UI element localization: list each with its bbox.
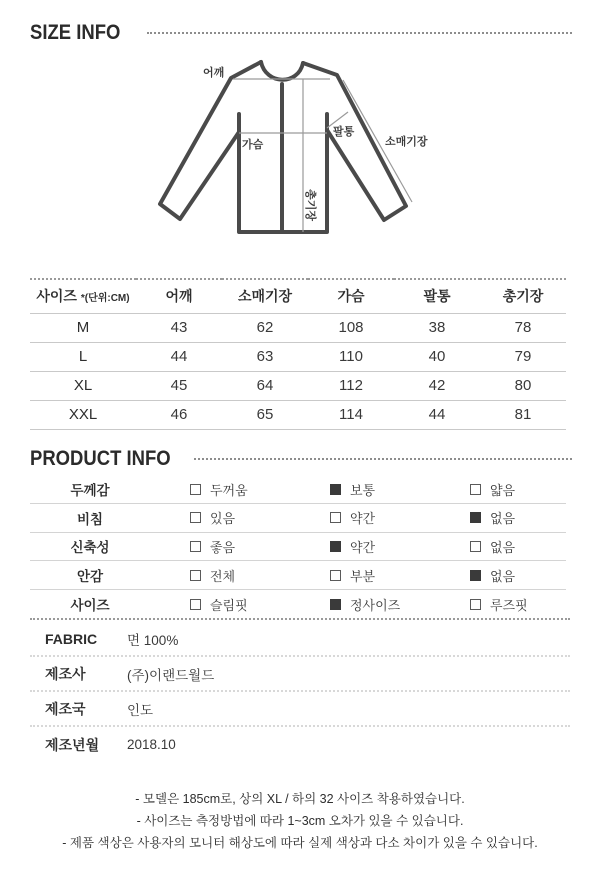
value-cell: 110 [308,342,394,371]
fabric-label: FABRIC [45,630,98,647]
total-length-label: 총기장 [304,189,316,221]
manufacture-date-row [30,727,570,762]
garment-measure-diagram [0,52,600,264]
checkbox-icon [190,570,201,581]
attribute-label: 안감 [76,569,104,585]
attribute-row-sheerness [30,504,566,533]
value-cell: 40 [394,342,480,371]
attribute-option [290,595,430,614]
attribute-option [290,480,430,499]
manufacture-date-label: 제조년월 [45,736,100,753]
checkbox-icon [330,599,341,610]
option-label: 부분 [350,568,376,584]
attribute-option [290,566,430,585]
attribute-row-thickness [30,476,566,505]
size-cell: XXL [30,400,136,429]
checkbox-icon [470,484,481,495]
table-row [30,400,566,429]
option-label: 루즈핏 [490,597,528,613]
checkbox-icon [190,599,201,610]
value-cell: 43 [136,313,222,342]
attribute-option [430,480,566,499]
attribute-option [430,537,566,556]
sleeve-length-label: 소매기장 [385,136,428,148]
fabric-row [30,622,570,657]
checkbox-icon [190,484,201,495]
unit-note: *(단위:CM) [80,293,130,305]
value-cell: 42 [394,371,480,400]
value-cell: 64 [222,371,308,400]
attribute-option [430,508,566,527]
product-info-title: PRODUCT INFO [30,446,171,470]
manufacturer-row [30,657,570,692]
table-row [30,342,566,371]
chest-label: 가슴 [242,139,264,151]
table-row [30,313,566,342]
checkbox-icon [470,599,481,610]
option-label: 없음 [490,511,516,527]
attribute-option [150,566,290,585]
value-cell: 46 [136,400,222,429]
value-cell: 79 [480,342,566,371]
value-cell: 108 [308,313,394,342]
option-label: 전체 [210,568,236,584]
option-label: 두꺼움 [210,482,248,498]
attribute-row-stretch [30,533,566,562]
attribute-option [150,595,290,614]
size-info-header [30,20,572,46]
attribute-option [430,566,566,585]
option-label: 약간 [350,539,376,555]
value-cell: 78 [480,313,566,342]
attribute-option [430,595,566,614]
size-cell: XL [30,371,136,400]
value-cell: 112 [308,371,394,400]
note-line: - 제품 색상은 사용자의 모니터 해상도에 따라 실제 색상과 다소 차이가 있을 수 있습니다. [62,836,538,851]
option-label: 약간 [350,511,376,527]
col-header-shoulder: 어깨 [136,279,222,313]
attribute-option [290,537,430,556]
col-header-length: 총기장 [480,279,566,313]
attribute-label: 두께감 [70,483,110,499]
option-label: 얇음 [490,482,516,498]
col-header-sleeve: 소매기장 [222,279,308,313]
value-cell: 114 [308,400,394,429]
option-label: 슬림핏 [210,597,248,613]
manufacturer-value: (주)이랜드월드 [127,667,215,683]
fabric-info [30,618,570,762]
fabric-value: 면 100% [127,632,179,648]
checkbox-icon [330,541,341,552]
measurement-lines [233,79,412,232]
attribute-option [150,480,290,499]
checkbox-icon [470,570,481,581]
attribute-label: 사이즈 [70,598,110,614]
size-table [30,278,566,430]
value-cell: 44 [136,342,222,371]
jacket-outline [160,62,406,232]
attribute-label: 신축성 [70,540,110,556]
value-cell: 62 [222,313,308,342]
option-label: 보통 [350,482,376,498]
country-value: 인도 [127,702,154,718]
manufacture-date-value: 2018.10 [127,737,176,753]
country-row [30,692,570,727]
option-label: 있음 [210,511,236,527]
manufacturer-label: 제조사 [45,665,86,682]
attribute-row-lining [30,561,566,590]
col-header-size: 사이즈 *(단위:CM) [30,279,136,313]
checkbox-icon [190,512,201,523]
col-header-arm: 팔통 [394,279,480,313]
value-cell: 63 [222,342,308,371]
attribute-option [290,508,430,527]
option-label: 좋음 [210,539,236,555]
col-header-chest: 가슴 [308,279,394,313]
checkbox-icon [470,512,481,523]
value-cell: 81 [480,400,566,429]
option-label: 없음 [490,539,516,555]
option-label: 정사이즈 [350,597,401,613]
checkbox-icon [330,484,341,495]
dotted-divider [194,458,572,460]
product-info-header [30,446,572,472]
checkbox-icon [470,541,481,552]
size-info-title: SIZE INFO [30,21,121,44]
product-attributes [30,476,566,619]
attribute-option [150,537,290,556]
value-cell: 44 [394,400,480,429]
value-cell: 80 [480,371,566,400]
option-label: 없음 [490,568,516,584]
table-row [30,371,566,400]
size-cell: L [30,342,136,371]
attribute-option [150,508,290,527]
size-cell: M [30,313,136,342]
shoulder-label: 어깨 [203,67,225,79]
checkbox-icon [330,570,341,581]
attribute-row-fit [30,590,566,619]
footer-notes [0,788,600,854]
attribute-label: 비침 [76,511,104,527]
country-label: 제조국 [45,700,86,717]
value-cell: 38 [394,313,480,342]
note-line: - 모델은 185cm로, 상의 XL / 하의 32 사이즈 착용하였습니다. [135,792,465,807]
checkbox-icon [190,541,201,552]
dotted-divider [147,32,572,34]
note-line: - 사이즈는 측정방법에 따라 1~3cm 오차가 있을 수 있습니다. [136,814,464,829]
value-cell: 45 [136,371,222,400]
checkbox-icon [330,512,341,523]
size-table-header-row [30,279,566,313]
arm-width-label: 팔통 [333,126,355,138]
value-cell: 65 [222,400,308,429]
